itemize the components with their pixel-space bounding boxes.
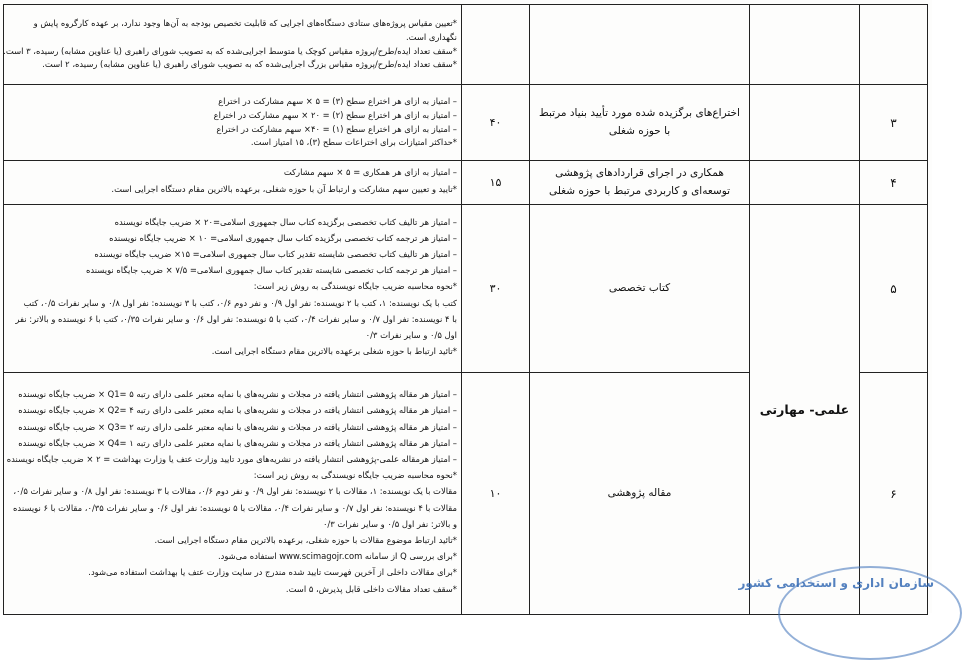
description-line: *تائید ارتباط با حوزه شغلی برعهده بالاترین مقام دستگاه اجرایی است. <box>211 346 457 357</box>
description-line: – امتیاز هر تالیف کتاب تخصصی شایسته تقدیر کتاب سال جمهوری اسلامی= ۱۵× ضریب جایگاه نویسنده <box>94 249 457 260</box>
description-line: – امتیاز به ازای هر همکاری = ۵ × سهم مشارکت <box>283 167 457 178</box>
table-row <box>4 5 928 85</box>
row-title: همکاری در اجرای قراردادهای پژوهشی توسعه‌ای و کاربردی مرتبط با حوزه شغلی <box>530 161 750 205</box>
description-line: *سقف تعداد ایده/طرح/پروژه مقیاس کوچک یا متوسط اجرایی‌شده که به تصویب شورای راهبری (یا عناوین مشابه) رسیده، ۳ است. <box>3 45 457 56</box>
row-score: ۱۵ <box>462 161 530 205</box>
description-line: *نحوه محاسبه ضریب جایگاه نویسندگی به روش زیر است: <box>253 281 457 292</box>
description-line: – امتیاز هرمقاله علمی-پژوهشی انتشار یافته در نشریه‌های مورد تایید وزارت عتف یا وزارت بهداشت = ۲ × ضریب جایگاه نویسنده <box>6 454 457 465</box>
title-cell <box>530 5 750 85</box>
description-cell <box>4 161 462 205</box>
description-cell <box>4 5 462 85</box>
row-number: ۴ <box>860 161 928 205</box>
category-cell <box>750 161 860 205</box>
description-line: و بالاتر: نفر اول ۰/۵ و سایر نفرات ۰/۳ <box>322 518 457 529</box>
table-row <box>4 85 928 161</box>
description-line: – امتیاز به ازای هر اختراع سطح (۱) = ۴۰× سهم مشارکت در اختراع <box>216 123 457 134</box>
category-label: علمی- مهارتی <box>750 205 860 615</box>
row-title: کتاب تخصصی <box>530 205 750 373</box>
description-line: *سقف تعداد ایده/طرح/پروژه مقیاس بزرگ اجرایی‌شده که به تصویب شورای راهبری (یا عناوین مشابه) رسیده، ۲ است. <box>42 59 457 70</box>
description-line: – امتیاز به ازای هر اختراع سطح (۳) = ۵ × سهم مشارکت در اختراع <box>218 96 457 107</box>
category-cell <box>750 85 860 161</box>
description-line: نگهداری است. <box>405 31 457 42</box>
criteria-table <box>3 4 928 615</box>
row-number: ۳ <box>860 85 928 161</box>
table-row <box>4 205 928 373</box>
row-title: مقاله پژوهشی <box>530 373 750 615</box>
table-row <box>4 161 928 205</box>
description-line: *سقف تعداد مقالات داخلی قابل پذیرش، ۵ است. <box>285 583 457 594</box>
description-line: *حداکثر امتیازات برای اختراعات سطح (۳)، ۱۵ امتیاز است. <box>250 137 457 148</box>
description-line: مقالات با یک نویسنده: ۱، مقالات با ۲ نویسنده: نفر اول ۰/۹ و نفر دوم ۰/۶، مقالات با ۳ نویسنده: نفر اول ۰/۸ و سایر نفرات ۰/۵، <box>13 486 457 497</box>
description-line: *تائید ارتباط موضوع مقالات با حوزه شغلی، برعهده بالاترین مقام دستگاه اجرایی است. <box>154 534 457 545</box>
description-line: *تایید و تعیین سهم مشارکت و ارتباط آن با حوزه شغلی، برعهده بالاترین مقام دستگاه اجرایی است. <box>111 183 457 194</box>
description-cell <box>4 205 462 373</box>
description-cell <box>4 85 462 161</box>
row-number-cell <box>860 5 928 85</box>
description-line: *تعیین مقیاس پروژه‌های ستادی دستگاه‌های اجرایی که قابلیت تخصیص بودجه به آن‌ها وجود ندارد، بر عهده کارگروه پایش و <box>33 18 457 29</box>
category-cell <box>750 5 860 85</box>
description-line: – امتیاز هر مقاله پژوهشی انتشار یافته در مجلات و نشریه‌های با نمایه معتبر علمی دارای رتبه Q2= ۴ × ضریب جایگاه نویسنده <box>18 405 457 416</box>
description-line: – امتیاز هر تالیف کتاب تخصصی برگزیده کتاب سال جمهوری اسلامی=۲۰ × ضریب جایگاه نویسنده <box>114 216 457 227</box>
row-title: اختراع‌های برگزیده شده مورد تأیید بنیاد مرتبط با حوزه شغلی <box>530 85 750 161</box>
row-number: ۶ <box>860 373 928 615</box>
description-line: کتب با یک نویسنده: ۱، کتب با ۲ نویسنده: نفر اول ۰/۹ و نفر دوم ۰/۶، کتب با ۳ نویسنده: نفر اول ۰/۸ و سایر نفرات ۰/۵، کتب <box>23 297 457 308</box>
description-line: *برای مقالات داخلی از آخرین فهرست تایید شده مندرج در سایت وزارت عتف یا بهداشت استفاده می‌شود. <box>88 567 457 578</box>
description-line: مقالات با ۴ نویسنده: نفر اول ۰/۷ و سایر نفرات ۰/۴، مقالات با ۵ نویسنده: نفر اول ۰/۶ و سایر نفرات ۰/۳۵، مقالات با ۶ نویسنده <box>13 502 457 513</box>
description-line: اول ۰/۵ و سایر نفرات ۰/۳ <box>365 329 457 340</box>
row-score: ۴۰ <box>462 85 530 161</box>
description-line: *برای بررسی Q از سامانه www.scimagojr.com استفاده می‌شود. <box>217 551 457 562</box>
score-cell <box>462 5 530 85</box>
description-cell <box>4 373 462 615</box>
row-number: ۵ <box>860 205 928 373</box>
row-score: ۳۰ <box>462 205 530 373</box>
description-line: – امتیاز هر مقاله پژوهشی انتشار یافته در مجلات و نشریه‌های با نمایه معتبر علمی دارای رتبه Q4= ۱ × ضریب جایگاه نویسنده <box>18 437 457 448</box>
description-line: – امتیاز هر مقاله پژوهشی انتشار یافته در مجلات و نشریه‌های با نمایه معتبر علمی دارای رتبه Q1= ۵ × ضریب جایگاه نویسنده <box>18 389 457 400</box>
description-line: *نحوه محاسبه ضریب جایگاه نویسندگی به روش زیر است: <box>253 470 457 481</box>
description-line: – امتیاز هر ترجمه کتاب تخصصی شایسته تقدیر کتاب سال جمهوری اسلامی= ۷/۵ × ضریب جایگاه نویسنده <box>85 265 457 276</box>
description-line: – امتیاز هر مقاله پژوهشی انتشار یافته در مجلات و نشریه‌های با نمایه معتبر علمی دارای رتبه Q3= ۲ × ضریب جایگاه نویسنده <box>18 421 457 432</box>
description-line: – امتیاز به ازای هر اختراع سطح (۲) = ۲۰ × سهم مشارکت در اختراع <box>213 109 457 120</box>
description-line: – امتیاز هر ترجمه کتاب تخصصی برگزیده کتاب سال جمهوری اسلامی= ۱۰ × ضریب جایگاه نویسنده <box>109 232 457 243</box>
description-line: با ۴ نویسنده: نفر اول ۰/۷ و سایر نفرات ۰/۴، کتب با ۵ نویسنده: نفر اول ۰/۶ و سایر نفرات ۰/۳۵، کتب با ۶ نویسنده و بالاتر: نفر <box>15 313 457 324</box>
stamp-text: سازمان اداری و استخدامی کشور <box>738 576 934 590</box>
row-score: ۱۰ <box>462 373 530 615</box>
